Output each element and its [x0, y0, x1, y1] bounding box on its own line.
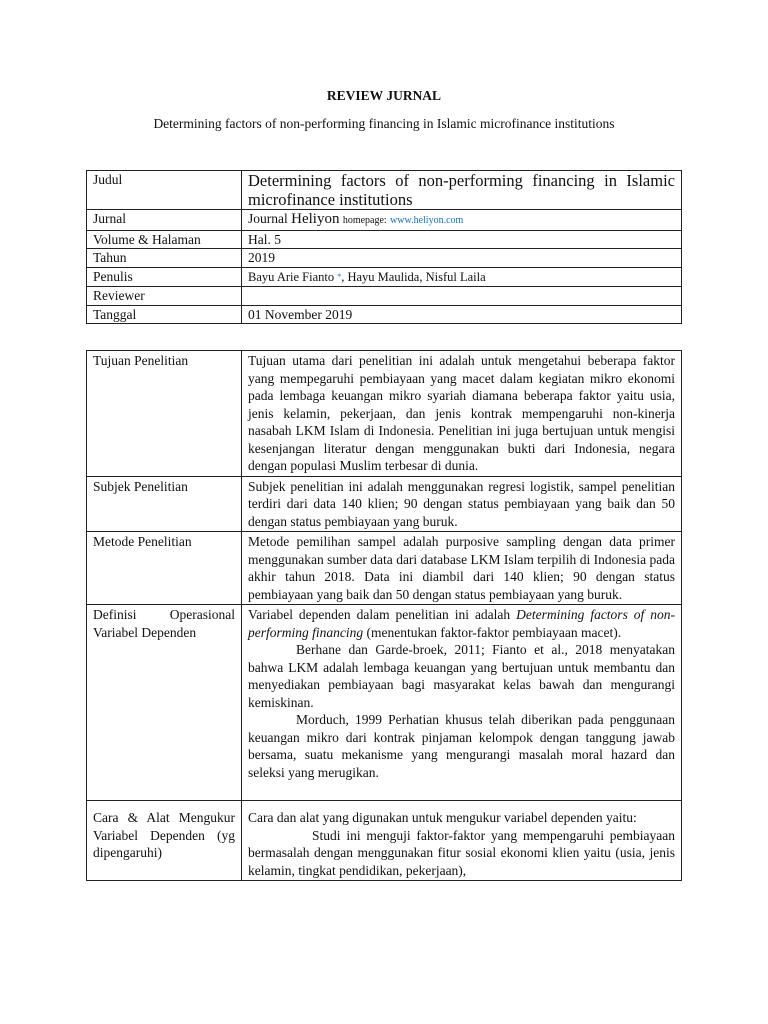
tanggal-value: 01 November 2019	[242, 305, 682, 324]
table-row	[87, 210, 682, 231]
jurnal-homepage-link[interactable]: www.heliyon.com	[390, 215, 464, 226]
penulis-rest: , Hayu Maulida, Nisful Laila	[341, 269, 486, 284]
journal-info-table	[86, 170, 682, 324]
table-row	[87, 230, 682, 249]
table-row	[87, 249, 682, 268]
definisi-paragraph-2: Berhane dan Garde-broek, 2011; Fianto et al., 2018 menyatakan bahwa LKM adalah lembaga keuangan yang bertujuan untuk membantu dan menyediakan pembiayaan bagi masyarakat kelas bawah dan mengurangi kemiskinan.	[248, 642, 675, 710]
metode-label: Metode Penelitian	[87, 532, 242, 605]
judul-value: Determining factors of non-performing financing in Islamic microfinance institutions	[242, 171, 682, 210]
table-row	[87, 351, 682, 477]
jurnal-name: Heliyon	[291, 211, 340, 227]
penulis-value	[242, 267, 682, 287]
table-row	[87, 267, 682, 287]
jurnal-value	[242, 210, 682, 231]
volume-value: Hal. 5	[242, 230, 682, 249]
table-row	[87, 532, 682, 605]
tahun-value: 2019	[242, 249, 682, 268]
definisi-p1-post: (menentukan faktor-faktor pembiayaan macet).	[363, 624, 622, 640]
jurnal-prefix: Journal	[248, 211, 288, 226]
definisi-label: Definisi Operasional Variabel Dependen	[87, 605, 242, 801]
definisi-paragraph-3: Morduch, 1999 Perhatian khusus telah diberikan pada penggunaan keuangan mikro dari kontrak pinjaman kelompok dengan tanggung jawab bersama, suatu mekanisme yang mengurangi masalah moral hazard dan seleksi yang merugikan.	[248, 712, 675, 780]
table-row	[87, 171, 682, 210]
cara-paragraph-2: Studi ini menguji faktor-faktor yang mempengaruhi pembiayaan bermasalah dengan menggunakan fitur sosial ekonomi klien yaitu (usia, jenis kelamin, tingkat pendidikan, pekerjaan),	[248, 827, 675, 878]
definisi-paragraph-1	[248, 606, 675, 641]
subjek-text: Subjek penelitian ini adalah menggunakan regresi logistik, sampel penelitian terdiri dari data 140 klien; 90 dengan status pembiayaan yang baik dan 50 dengan status pembiayaan yang buruk.	[242, 476, 682, 532]
cara-label: Cara & Alat Mengukur Variabel Dependen (yg dipengaruhi)	[87, 801, 242, 881]
table-row	[87, 305, 682, 324]
subjek-label: Subjek Penelitian	[87, 476, 242, 532]
penulis-first: Bayu Arie Fianto	[248, 269, 335, 284]
tanggal-label: Tanggal	[87, 305, 242, 324]
page-subtitle: Determining factors of non-performing financing in Islamic microfinance institutions	[153, 116, 615, 131]
reviewer-value	[242, 287, 682, 306]
metode-text: Metode pemilihan sampel adalah purposive sampling dengan data primer menggunakan sumber data dari database LKM Islam terpilih di Indonesia pada akhir tahun 2018. Data ini diambil dari 140 klien; 90 dengan status pembiayaan yang baik dan 50 dengan status pembiayaan yang buruk.	[242, 532, 682, 605]
page-title: REVIEW JURNAL	[326, 88, 442, 103]
table-row	[87, 801, 682, 881]
table-row	[87, 287, 682, 306]
reviewer-label: Reviewer	[87, 287, 242, 306]
jurnal-label: Jurnal	[87, 210, 242, 231]
review-table	[86, 350, 682, 881]
tujuan-label: Tujuan Penelitian	[87, 351, 242, 477]
cara-paragraph-1: Cara dan alat yang digunakan untuk mengukur variabel dependen yaitu:	[248, 810, 637, 825]
corresponding-author-mark[interactable]: *	[337, 271, 342, 281]
jurnal-homepage-label: homepage:	[342, 215, 387, 226]
judul-label: Judul	[87, 171, 242, 210]
volume-label: Volume & Halaman	[87, 230, 242, 249]
cara-text	[242, 801, 682, 881]
penulis-label: Penulis	[87, 267, 242, 287]
tahun-label: Tahun	[87, 249, 242, 268]
definisi-p1-italic: Determining factors of non-performing financing	[248, 607, 675, 640]
table-row	[87, 476, 682, 532]
definisi-p1-pre: Variabel dependen dalam penelitian ini adalah	[248, 607, 517, 622]
table-row	[87, 605, 682, 801]
tujuan-text: Tujuan utama dari penelitian ini adalah untuk mengetahui beberapa faktor yang mempegaruhi pembiayaan yang macet dalam kegiatan mikro ekonomi pada lembaga keuangan mikro syariah diamana beberapa faktor yaitu usia, jenis kelamin, pekerjaan, dan jenis kontrak mempengaruhi non-kinerja nasabah LKM Islam di Indonesia. Penelitian ini juga bertujuan untuk mengisi kesenjangan literatur dengan menggunakan bukti dari Indonesia, negara dengan populasi Muslim terbesar di dunia.	[242, 351, 682, 477]
definisi-text	[242, 605, 682, 801]
